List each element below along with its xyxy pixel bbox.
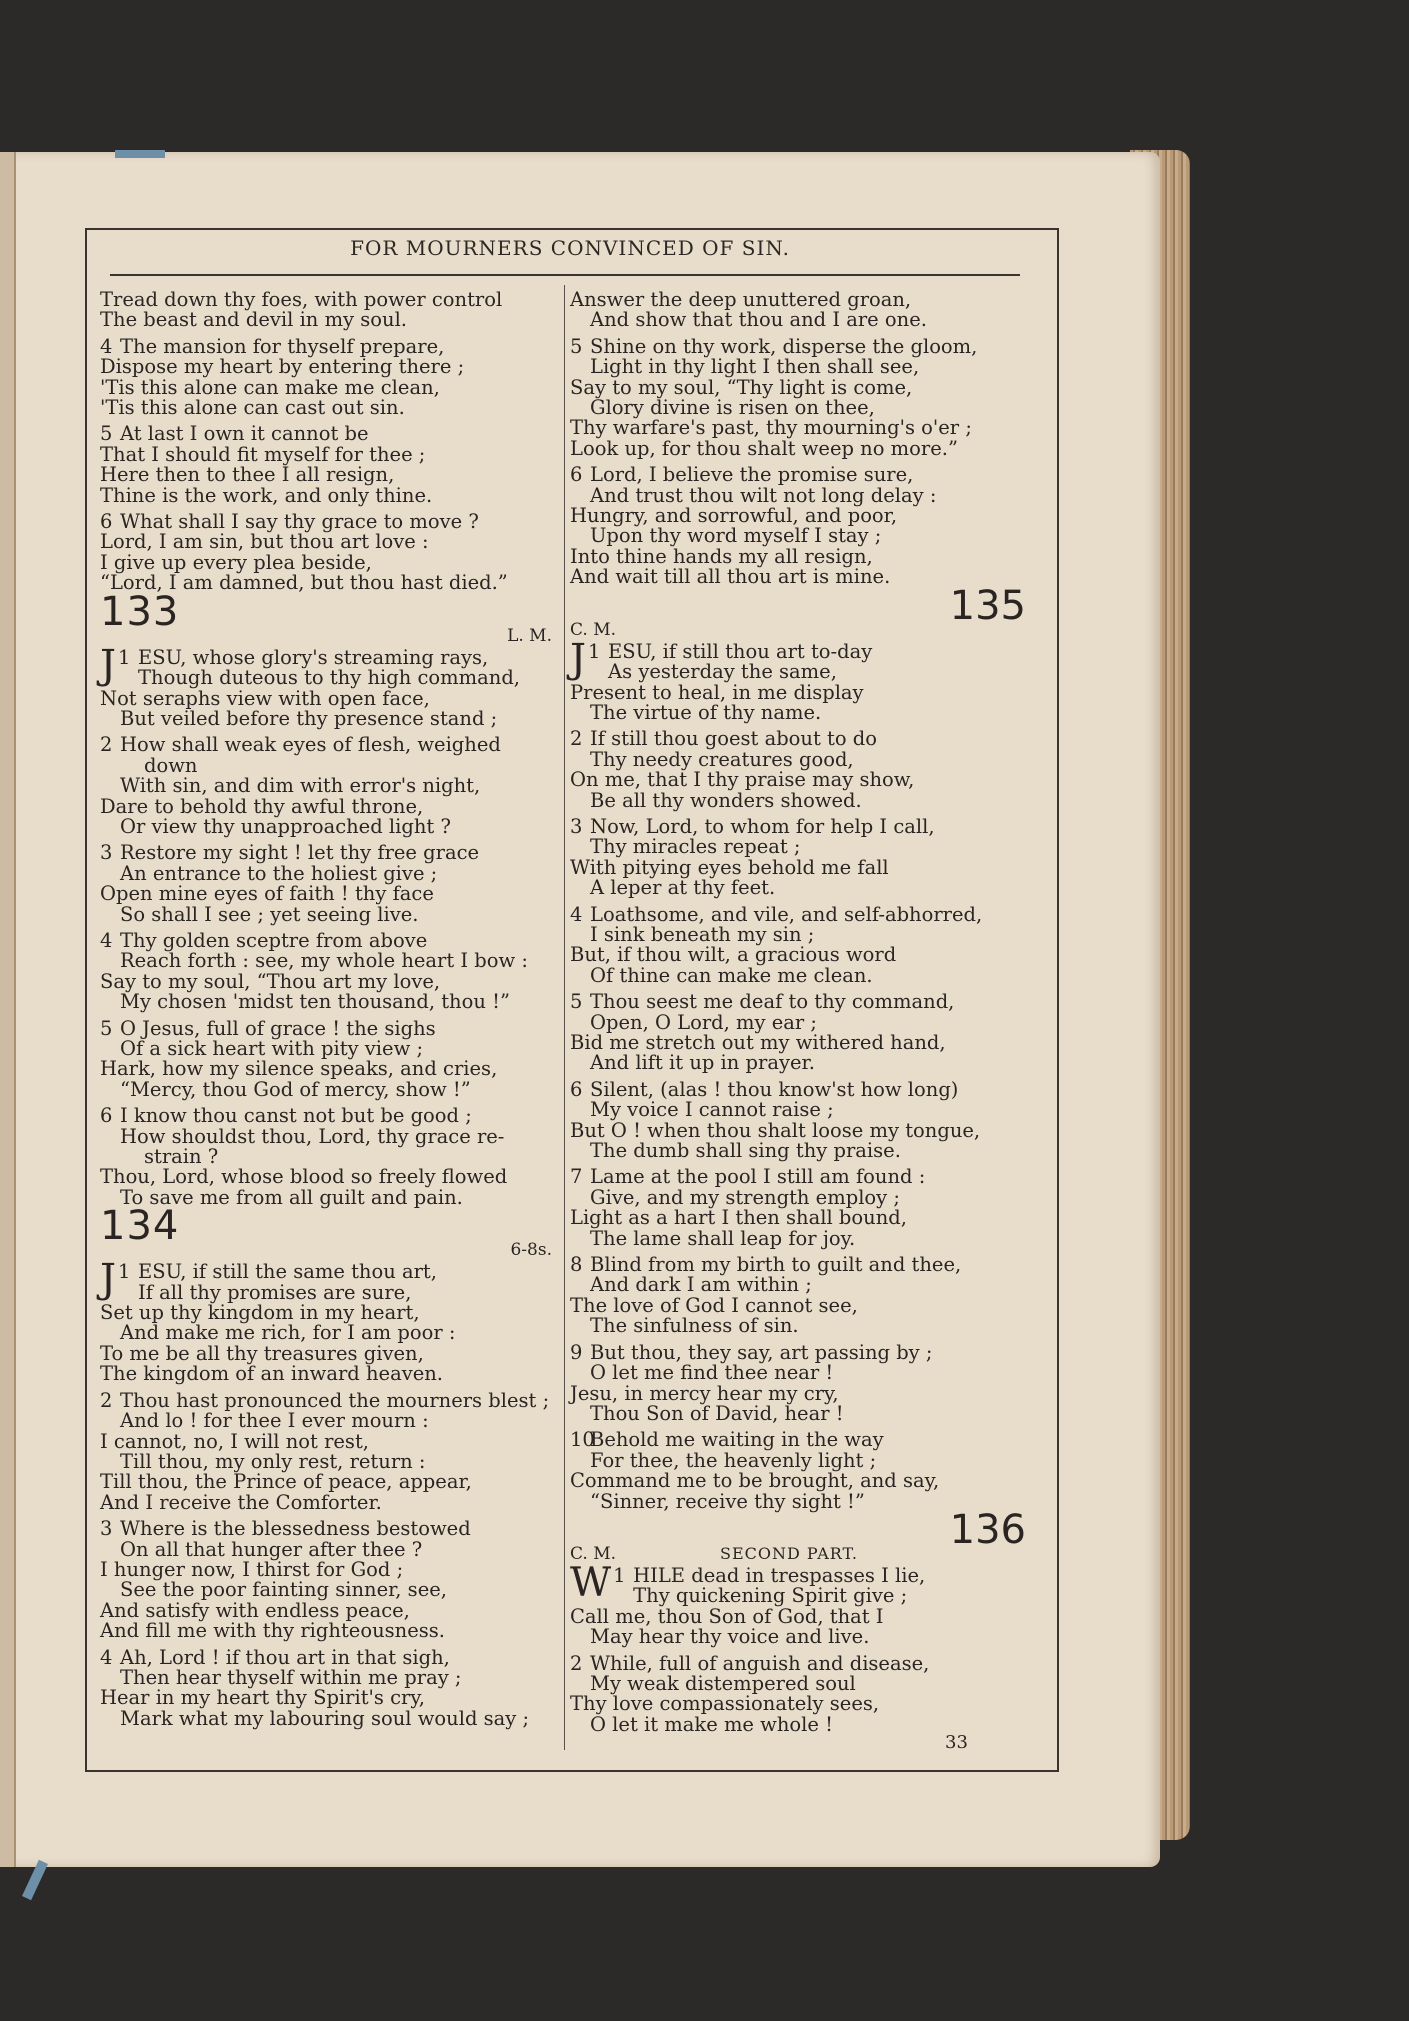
verse-line [100,794,560,818]
verse-text: And fill me with thy righteousness. [100,1619,445,1643]
verse-text: To save me from all guilt and pain. [120,1185,463,1209]
verse-line [100,1519,560,1539]
verse-text: The beast and devil in my soul. [100,308,408,332]
verse-text: Hark, how my silence speaks, and cries, [100,1057,498,1081]
verse-line [100,532,560,552]
verse-line [570,837,1030,857]
hymn-continuation [100,290,560,594]
verse-text: A leper at thy feet. [590,876,776,900]
verse-line [100,1039,560,1059]
verse-line [100,1537,560,1561]
binding [0,152,16,1867]
verse-text: How shall weak eyes of flesh, weighed [120,733,501,757]
verse-number: 1 [118,645,131,669]
verse-line [570,483,1030,507]
verse-text: Open mine eyes of faith ! thy face [100,882,434,906]
hymn-meter: 6-8s. [510,1240,552,1261]
verse-text: But thou, they say, art passing by ; [590,1340,933,1364]
verse-text: That I should fit myself for thee ; [100,442,426,466]
verse-line [570,1401,1030,1425]
verse-line [100,951,560,971]
verse-text: Upon thy word myself I stay ; [590,524,882,548]
verse-line [570,1604,1030,1628]
hymn-meter: C. M. [570,1543,617,1564]
verse-text: The kingdom of an inward heaven. [100,1362,444,1386]
verse-line [100,735,560,755]
verse-text: And wait till all thou art is mine. [570,565,891,589]
hymn-continuation [570,290,1030,588]
verse-line [100,550,560,574]
verse-line [100,776,560,796]
verse-number: 1 [613,1563,626,1587]
verse-text: Thy quickening Spirit give ; [633,1584,908,1608]
verse-line [100,483,560,507]
verse-line [100,375,560,399]
verse-line [570,290,1030,310]
verse-text: May hear thy voice and live. [590,1625,870,1649]
verse-line [570,1293,1030,1317]
verse-line [570,506,1030,526]
hymn-number: 133 [100,588,180,635]
verse-text: If still thou goest about to do [590,727,878,751]
verse-text: And lift it up in prayer. [590,1051,815,1075]
verse-text: Loathsome, and vile, and self-abhorred, [590,902,983,926]
verse-text: Command me to be brought, and say, [570,1469,940,1493]
verse-number: 1 [118,1260,131,1284]
verse-line [570,1167,1030,1187]
verse-line [100,357,560,377]
verse-text: If all thy promises are sure, [138,1280,412,1304]
verse-text: O Jesus, full of grace ! the sighs [120,1016,436,1040]
verse-text: Then hear thyself within me pray ; [120,1665,462,1689]
verse-text: As yesterday the same, [608,660,837,684]
verse-text: Hungry, and sorrowful, and poor, [570,504,898,528]
verse-text: Jesu, in mercy hear my cry, [570,1381,839,1405]
hymn-135-text [570,635,1030,1513]
verse-text: Be all thy wonders showed. [590,788,862,812]
verse-line [100,1411,560,1431]
verse-text: Open, O Lord, my ear ; [590,1010,818,1034]
verse-number: 4 [100,928,113,952]
verse-text: O let me find thee near ! [590,1361,834,1385]
verse-text: I sink beneath my sin ; [590,922,815,946]
verse-text: The dumb shall sing thy praise. [590,1139,901,1163]
hymn-133-text [100,641,560,1209]
verse-line [100,465,560,485]
verse-text: Thy warfare's past, thy mourning's o'er ; [570,416,972,440]
verse-text: See the poor fainting sinner, see, [120,1578,447,1602]
verse-line [100,1688,560,1708]
verse-line [100,1106,560,1126]
verse-text: So shall I see ; yet seeing live. [120,902,419,926]
verse-text: The sinfulness of sin. [590,1314,799,1338]
hymn-136-text [570,1559,1030,1736]
verse-line [100,1557,560,1581]
verse-text: And lo ! for thee I ever mourn : [120,1409,429,1433]
verse-text: The mansion for thyself prepare, [120,334,445,358]
verse-text: And satisfy with endless peace, [100,1598,410,1622]
verse-line [100,1388,560,1412]
verse-line [100,753,560,777]
drop-cap: J [100,641,117,688]
verse-number: 5 [570,334,583,358]
verse-line [570,357,1030,377]
verse-line [570,700,1030,724]
verse-line [570,1430,1030,1450]
drop-cap: J [570,635,587,682]
verse-line [570,788,1030,812]
verse-number: 5 [570,990,583,1014]
verse-text: ESU, if still the same thou art, [138,1260,437,1284]
verse-line [100,1016,560,1040]
verse-line [100,424,560,444]
verse-text: To me be all thy treasures given, [100,1341,424,1365]
hymn-134-head [100,1203,560,1262]
verse-text: I know thou canst not but be good ; [120,1104,472,1128]
verse-line [100,1621,560,1641]
page-number: 33 [945,1732,968,1753]
verse-text: Blind from my birth to guilt and thee, [590,1253,962,1277]
verse-line [570,855,1030,879]
verse-text: Say to my soul, “Thou art my love, [100,969,441,993]
verse-text: O let it make me whole ! [590,1712,833,1736]
ribbon-marker [115,150,165,158]
right-column [570,290,1030,1735]
verse-line [570,1053,1030,1073]
verse-line [570,1100,1030,1120]
verse-line [570,1586,1030,1606]
verse-line [570,1033,1030,1053]
hymn-meter: L. M. [507,625,552,646]
verse-line [570,1627,1030,1647]
verse-number: 5 [100,422,113,446]
verse-line [570,1118,1030,1142]
verse-text: Glory divine is risen on thee, [590,396,875,420]
hymn-136-head [570,1506,1030,1566]
verse-text: What shall I say thy grace to move ? [120,510,479,534]
verse-text: On me, that I thy praise may show, [570,768,915,792]
verse-line [570,375,1030,399]
verse-text: For thee, the heavenly light ; [590,1448,877,1472]
hymn-part: SECOND PART. [720,1543,858,1563]
verse-text: And dark I am within ; [590,1273,812,1297]
verse-text: While, full of anguish and disease, [590,1651,930,1675]
verse-line [100,1429,560,1453]
verse-text: Thy miracles repeat ; [590,835,801,859]
verse-line [570,544,1030,568]
verse-text: But O ! when thou shalt loose my tongue, [570,1118,981,1142]
verse-text: Tread down thy foes, with power control [100,288,503,311]
verse-text: Ah, Lord ! if thou art in that sigh, [120,1645,450,1669]
column-divider [564,285,565,1750]
verse-line [570,1471,1030,1491]
verse-line [100,992,560,1012]
verse-text: How shouldst thou, Lord, thy grace re- [120,1124,505,1148]
verse-text: Where is the blessedness bestowed [120,1517,471,1541]
hymn-number: 136 [949,1506,1026,1553]
verse-text: Dispose my heart by entering there ; [100,355,465,379]
verse-line [570,1141,1030,1161]
verse-text: Thy needy creatures good, [590,747,854,771]
verse-line [100,1147,560,1167]
verse-line [570,418,1030,438]
verse-text: down [144,753,198,777]
verse-line [570,436,1030,460]
verse-line [570,1340,1030,1364]
verse-text: I hunger now, I thirst for God ; [100,1557,404,1581]
verse-text: ESU, if still thou art to-day [608,639,873,663]
verse-line [570,814,1030,838]
verse-line [570,1694,1030,1714]
head-rule [110,274,1020,276]
verse-line [570,902,1030,926]
verse-text: My voice I cannot raise ; [590,1098,834,1122]
verse-text: An entrance to the holiest give ; [120,861,438,885]
verse-line [100,334,560,358]
verse-line [100,1059,560,1079]
verse-text: Though duteous to thy high command, [138,666,521,690]
verse-number: 3 [570,814,583,838]
verse-text: Lame at the pool I still am found : [590,1165,926,1189]
verse-line [570,729,1030,749]
hymn-number: 134 [100,1203,180,1250]
verse-text: Light as a hart I then shall bound, [570,1206,907,1230]
verse-text: At last I own it cannot be [120,422,369,446]
verse-line [100,1490,560,1514]
verse-line [100,814,560,838]
verse-number: 3 [100,1517,113,1541]
verse-number: 2 [570,727,583,751]
verse-text: Present to heal, in me display [570,680,864,704]
verse-text: ESU, whose glory's streaming rays, [138,645,489,669]
verse-text: Thy love compassionately sees, [570,1692,880,1716]
verse-line [570,398,1030,418]
verse-line [100,668,560,688]
verse-line [570,1671,1030,1695]
verse-line [100,1364,560,1384]
verse-number: 4 [570,902,583,926]
verse-line [100,1280,560,1304]
verse-number: 4 [100,1645,113,1669]
verse-number: 3 [100,841,113,865]
verse-text: 'Tis this alone can make me clean, [100,375,440,399]
verse-number: 2 [100,733,113,757]
verse-text: Light in thy light I then shall see, [590,355,920,379]
verse-line [100,1472,560,1492]
verse-text: Thy golden sceptre from above [120,928,428,952]
verse-line [100,1341,560,1365]
verse-line [100,928,560,952]
verse-text: Answer the deep unuttered groan, [570,288,912,311]
verse-text: HILE dead in trespasses I lie, [633,1563,926,1587]
verse-text: Of a sick heart with pity view ; [120,1037,424,1060]
verse-line [100,1323,560,1343]
verse-text: Thou hast pronounced the mourners blest ; [120,1388,550,1412]
verse-text: Here then to thee I all resign, [100,463,395,487]
verse-text: On all that hunger after thee ? [120,1537,423,1561]
verse-number: 2 [100,1388,113,1412]
verse-line [570,992,1030,1012]
hymn-135-head [570,582,1030,642]
verse-line [570,465,1030,485]
verse-line [570,1275,1030,1295]
verse-text: But veiled before thy presence stand ; [120,706,498,730]
verse-text: Or view thy unapproached light ? [120,814,451,838]
verse-number: 4 [100,334,113,358]
verse-line [570,1077,1030,1101]
verse-number: 6 [570,463,583,487]
verse-line [570,1448,1030,1472]
verse-text: My weak distempered soul [590,1671,856,1695]
verse-line [570,963,1030,987]
verse-line [100,1665,560,1689]
verse-line [570,878,1030,898]
verse-line [570,526,1030,546]
verse-line [100,1580,560,1600]
hymn-133-head [100,588,560,648]
verse-text: Look up, for thou shalt weep no more.” [570,436,958,460]
verse-text: The love of God I cannot see, [570,1293,858,1317]
verse-text: The lame shall leap for joy. [590,1226,856,1250]
verse-text: Lord, I believe the promise sure, [590,463,914,487]
verse-text: Lord, I am sin, but thou art love : [100,530,429,554]
verse-text: Thou, Lord, whose blood so freely flowed [100,1165,508,1189]
verse-line [570,662,1030,682]
verse-line [100,512,560,532]
verse-text: Bid me stretch out my withered hand, [570,1031,946,1054]
verse-line [570,1226,1030,1250]
verse-text: “Mercy, thou God of mercy, show !” [120,1077,471,1101]
verse-text: The virtue of thy name. [590,700,822,724]
verse-line [570,922,1030,946]
verse-text: Say to my soul, “Thy light is come, [570,375,913,399]
verse-line [100,1706,560,1730]
verse-number: 5 [100,1016,113,1040]
verse-text: I give up every plea beside, [100,550,372,574]
drop-cap: J [100,1256,117,1303]
hymn-meter: C. M. [570,619,617,640]
verse-number: 10 [570,1428,595,1452]
verse-text: Mark what my labouring soul would say ; [120,1706,530,1730]
verse-line [570,1651,1030,1675]
verse-line [570,1208,1030,1228]
verse-text: My chosen 'midst ten thousand, thou !” [120,990,510,1014]
verse-line [100,686,560,710]
verse-line [100,1598,560,1622]
verse-text: Give, and my strength employ ; [590,1185,900,1209]
verse-text: Thou Son of David, hear ! [590,1401,844,1425]
verse-text: Restore my sight ! let thy free grace [120,841,480,865]
verse-text: Hear in my heart thy Spirit's cry, [100,1686,425,1710]
verse-number: 6 [100,510,113,534]
verse-line [100,442,560,466]
verse-text: 'Tis this alone can cast out sin. [100,396,405,420]
verse-text: Thine is the work, and only thine. [100,483,433,507]
verse-text: And trust thou wilt not long delay : [590,483,937,507]
verse-text: Call me, thou Son of God, that I [570,1604,884,1628]
verse-line [100,310,560,330]
running-head: FOR MOURNERS CONVINCED OF SIN. [350,236,790,260]
verse-line [570,945,1030,965]
verse-text: Dare to behold thy awful throne, [100,794,424,818]
verse-line [100,861,560,885]
verse-line [100,290,560,310]
verse-text: Behold me waiting in the way [590,1428,884,1452]
verse-line [100,884,560,904]
verse-text: And I receive the Comforter. [100,1490,382,1514]
verse-text: Till thou, the Prince of peace, appear, [100,1470,472,1494]
verse-text: Into thine hands my all resign, [570,544,873,568]
verse-text: Shine on thy work, disperse the gloom, [590,334,978,358]
verse-line [570,1363,1030,1383]
verse-number: 2 [570,1651,583,1675]
verse-line [570,680,1030,704]
verse-text: Of thine can make me clean. [590,963,873,987]
verse-line [100,1303,560,1323]
verse-line [100,1449,560,1473]
hymn-134-text [100,1256,560,1730]
verse-number: 1 [588,639,601,663]
verse-number: 9 [570,1340,583,1364]
verse-number: 6 [100,1104,113,1128]
verse-line [100,1167,560,1187]
verse-text: With pitying eyes behold me fall [570,855,889,879]
verse-text: Now, Lord, to whom for help I call, [590,814,935,838]
verse-line [100,706,560,730]
verse-line [100,1077,560,1101]
verse-line [100,902,560,926]
verse-number: 8 [570,1253,583,1277]
verse-line [570,747,1030,771]
verse-line [570,770,1030,790]
verse-line [570,1381,1030,1405]
verse-text: “Lord, I am damned, but thou hast died.” [100,571,508,595]
verse-line [570,334,1030,358]
verse-line [100,398,560,418]
verse-line [100,969,560,993]
verse-line [570,1316,1030,1336]
verse-text: And make me rich, for I am poor : [120,1321,456,1345]
verse-number: 7 [570,1165,583,1189]
verse-number: 6 [570,1077,583,1101]
verse-line [100,843,560,863]
verse-line [100,1124,560,1148]
verse-text: Reach forth : see, my whole heart I bow : [120,949,528,973]
verse-line [100,1645,560,1669]
verse-text: With sin, and dim with error's night, [120,774,481,798]
verse-text: Till thou, my only rest, return : [120,1449,426,1473]
left-column [100,290,560,1729]
drop-cap: W [570,1559,612,1606]
verse-text: Not seraphs view with open face, [100,686,430,710]
verse-text: Silent, (alas ! thou know'st how long) [590,1077,959,1101]
hymn-number: 135 [949,582,1026,629]
verse-text: But, if thou wilt, a gracious word [570,943,897,967]
verse-line [570,1010,1030,1034]
verse-text: And show that thou and I are one. [590,308,927,332]
verse-line [570,1185,1030,1209]
verse-text: strain ? [144,1145,219,1169]
verse-text: Set up thy kingdom in my heart, [100,1301,420,1325]
verse-text: Thou seest me deaf to thy command, [590,990,955,1014]
verse-line [570,1255,1030,1275]
verse-line [570,310,1030,330]
verse-text: I cannot, no, I will not rest, [100,1429,369,1453]
verse-text: “Sinner, receive thy sight !” [590,1489,865,1513]
